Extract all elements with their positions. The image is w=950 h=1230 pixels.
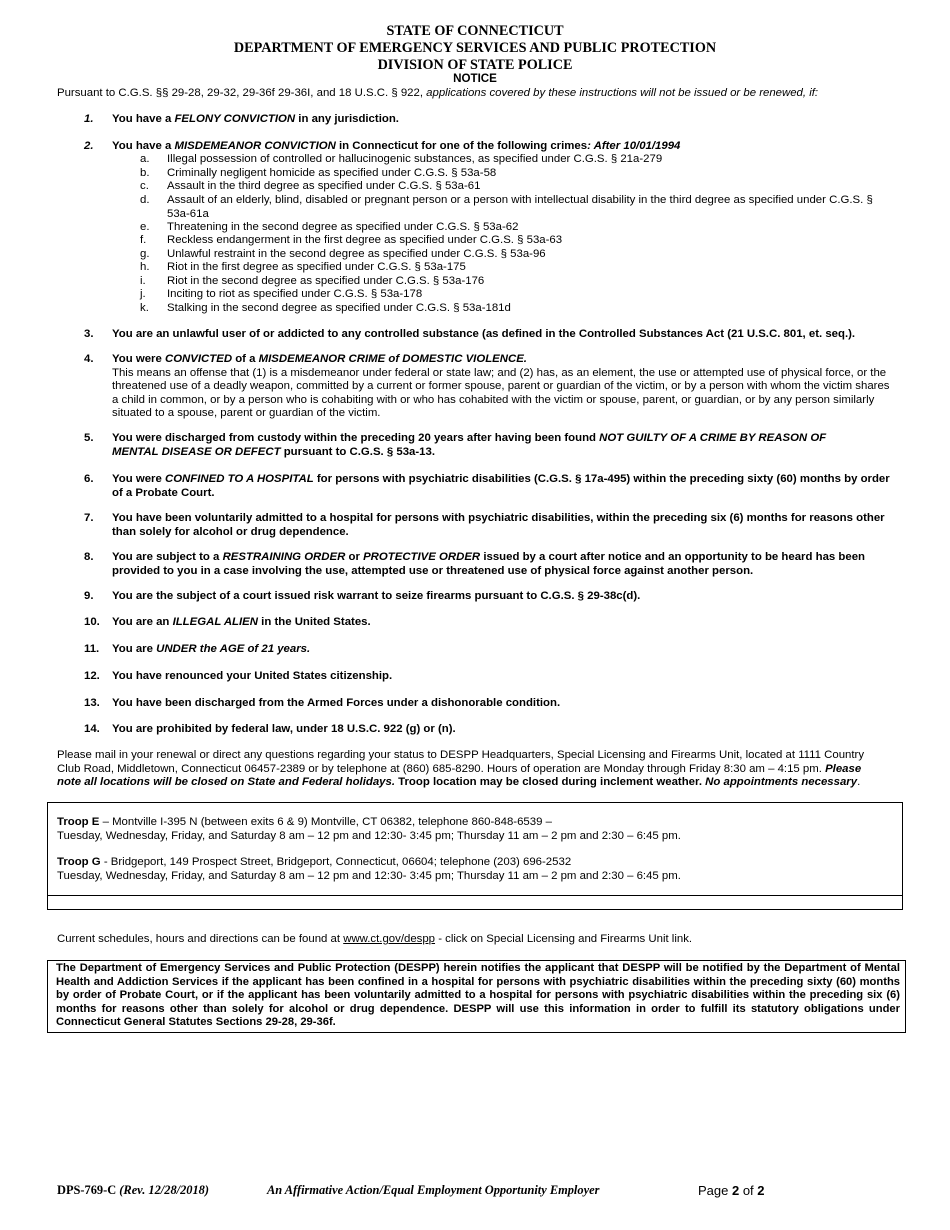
crime-item: b. Criminally negligent homicide as specified under C.G.S. § 53a-58 <box>140 167 497 179</box>
intro-paragraph: Pursuant to C.G.S. §§ 29-28, 29-32, 29-36f 29-36I, and 18 U.S.C. § 922, applications covered by these instructions will not be issued or be renewed, if: <box>57 87 819 99</box>
crime-item: k. Stalking in the second degree as specified under C.G.S. § 53a-181d <box>140 302 511 314</box>
list-item: 7. You have been voluntarily admitted to a hospital for persons with psychiatric disabilities, within the preceding six (6) months for reasons other than solely for alcohol or drug dependence. <box>84 512 885 538</box>
list-item: 14. You are prohibited by federal law, under 18 U.S.C. 922 (g) or (n). <box>84 723 456 735</box>
crime-item: c. Assault in the third degree as specified under C.G.S. § 53a-61 <box>140 180 481 192</box>
employer-statement: An Affirmative Action/Equal Employment Opportunity Employer <box>267 1183 600 1197</box>
box-divider <box>48 895 902 896</box>
list-item: 1. You have a FELONY CONVICTION in any jurisdiction. <box>84 113 399 125</box>
crime-item: i. Riot in the second degree as specified under C.G.S. § 53a-176 <box>140 275 485 287</box>
crime-item: f. Reckless endangerment in the first degree as specified under C.G.S. § 53a-63 <box>140 234 563 246</box>
crime-item: h. Riot in the first degree as specified under C.G.S. § 53a-175 <box>140 261 466 273</box>
despp-link[interactable]: www.ct.gov/despp <box>343 933 436 945</box>
crime-item: e. Threatening in the second degree as specified under C.G.S. § 53a-62 <box>140 221 519 233</box>
troop-locations-box <box>47 802 903 910</box>
crime-item: j. Inciting to riot as specified under C.G.S. § 53a-178 <box>140 288 423 300</box>
header-state: STATE OF CONNECTICUT <box>386 23 564 39</box>
page-number: Page 2 of 2 <box>698 1183 765 1198</box>
crime-item: a. Illegal possession of controlled or hallucinogenic substances, as specified under C.G.S. § 21a-279 <box>140 153 663 165</box>
list-item: 2. You have a MISDEMEANOR CONVICTION in Connecticut for one of the following crimes: After 10/01/1994 <box>84 140 681 152</box>
list-item: 5. You were discharged from custody within the preceding 20 years after having been found NOT GUILTY OF A CRIME BY REASON OF MENTAL DISEASE OR DEFECT pursuant to C.G.S. § 53a-13. <box>84 432 827 458</box>
troop-g: Troop G - Bridgeport, 149 Prospect Street, Bridgeport, Connecticut, 06604; telephone (203) 696-2532 Tuesday, Wednesday, Friday, and Saturday 8 am – 12 pm and 12:30- 3:45 pm; Thursday 11 am – 2 pm and 2:30 – 6:45 pm. <box>57 856 681 882</box>
list-item: 4. You were CONVICTED of a MISDEMEANOR CRIME of DOMESTIC VIOLENCE. This means an offense that (1) is a misdemeanor under federal or state law; and (2) has, as an element, the use or attempted use of physical force, or the threatened use of a deadly weapon, committed by a current or former spouse, parent or guardian of the victim, or by a person with whom the victim shares a child in common, or by a person who is cohabiting with or who has cohabited with the victim or spouse, parent, or guardian, or by any person similarly situated to a spouse, parent or guardian of the victim. <box>84 353 894 421</box>
notice-title: NOTICE <box>453 72 497 85</box>
list-item: 12. You have renounced your United States citizenship. <box>84 670 393 682</box>
list-item: 8. You are subject to a RESTRAINING ORDER or PROTECTIVE ORDER issued by a court after notice and an opportunity to be heard has been provided to you in a case involving the use, attempted use or threatened use of physical force against another person. <box>84 551 865 577</box>
list-item: 10. You are an ILLEGAL ALIEN in the United States. <box>84 616 371 628</box>
list-item: 13. You have been discharged from the Armed Forces under a dishonorable condition. <box>84 697 561 709</box>
domestic-violence-definition: This means an offense that (1) is a misdemeanor under federal or state law; and (2) has, as an element, the use or attempted use of physical force, or the threatened use of a deadly weapon, committed by a current or former spouse, parent or guardian of the victim, or by a person with whom the victim shares a child in common, or by a person who is cohabiting with or who has cohabited with the victim or spouse, parent, or guardian, or by any person similarly situated to a spouse, parent or guardian of the victim. <box>112 366 890 420</box>
crime-item: g. Unlawful restraint in the second degree as specified under C.G.S. § 53a-96 <box>140 248 546 260</box>
mail-paragraph: Please mail in your renewal or direct any questions regarding your status to DESPP Headquarters, Special Licensing and Firearms Unit, located at 1111 Country Club Road, Middletown, Connecticut 06457-2389 or by telephone at (860) 685-8290. Hours of operation are Monday through Friday 8:30 am – 4:15 pm. Please note all locations will be closed on State and Federal holidays. Troop location may be closed during inclement weather. No appointments necessary. <box>57 749 865 789</box>
header-division: DIVISION OF STATE POLICE <box>377 57 573 73</box>
schedules-line: Current schedules, hours and directions can be found at www.ct.gov/despp - click on Special Licensing and Firearms Unit link. <box>57 933 693 945</box>
troop-e: Troop E – Montville I-395 N (between exits 6 & 9) Montville, CT 06382, telephone 860-848-6539 – Tuesday, Wednesday, Friday, and Saturday 8 am – 12 pm and 12:30- 3:45 pm; Thursday 11 am – 2 pm and 2:30 – 6:45 pm. <box>57 816 681 842</box>
form-number: DPS-769-C (Rev. 12/28/2018) <box>57 1183 209 1197</box>
list-item: 3. You are an unlawful user of or addicted to any controlled substance (as defined in the Controlled Substances Act (21 U.S.C. 801, et. seq.). <box>84 328 856 340</box>
despp-notice-box: The Department of Emergency Services and Public Protection (DESPP) herein notifies the applicant that DESPP will be notified by the Department of Mental Health and Addiction Services if the applicant has been confined in a hospital for persons with psychiatric disabilities within the preceding sixty (60) months by order of Probate Court, or if the applicant has been voluntarily admitted to a hospital for persons with psychiatric disabilities within the preceding six (6) months for reasons other than solely for alcohol or drug dependence. DESPP will use this information in order to fulfill its statutory obligations under Connecticut General Statutes Sections 29-28, 29-36f. <box>47 960 906 1033</box>
list-item: 11. You are UNDER the AGE of 21 years. <box>84 643 311 655</box>
crime-item: d. Assault of an elderly, blind, disabled or pregnant person or a person with intellectual disability in the third degree as specified under C.G.S. § 53a-61a <box>140 194 873 220</box>
list-item: 9. You are the subject of a court issued risk warrant to seize firearms pursuant to C.G.S. § 29-38c(d). <box>84 590 641 602</box>
header-department: DEPARTMENT OF EMERGENCY SERVICES AND PUBLIC PROTECTION <box>233 40 717 56</box>
list-item: 6. You were CONFINED TO A HOSPITAL for persons with psychiatric disabilities (C.G.S. § 17a-495) within the preceding sixty (60) months by order of a Probate Court. <box>84 473 890 499</box>
